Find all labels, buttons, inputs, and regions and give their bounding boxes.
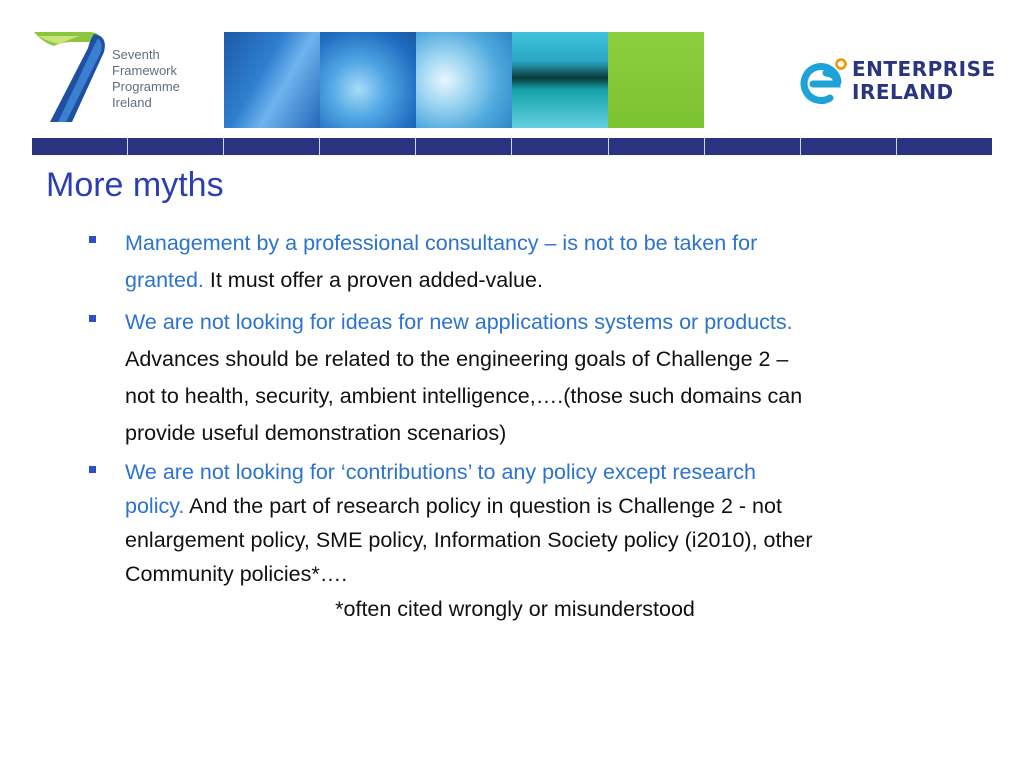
- body-text: It must offer a proven added-value.: [203, 268, 543, 292]
- banner-tile: [512, 32, 608, 128]
- square-bullet-icon: [89, 236, 96, 243]
- enterprise-ireland-line: ENTERPRISE: [852, 57, 996, 81]
- slide-header: [0, 0, 1024, 156]
- bar-segment: [609, 138, 705, 155]
- bullet-line: [125, 455, 968, 489]
- bullet-list: [88, 225, 968, 591]
- banner-tile: [608, 32, 704, 128]
- highlight-text: Management by a professional consultancy – is not to be taken for: [125, 231, 758, 255]
- bar-segment: [897, 138, 992, 155]
- bullet-line: Advances should be related to the engineering goals of Challenge 2 –: [125, 347, 789, 371]
- bar-segment: [32, 138, 128, 155]
- bullet-line: Community policies*….: [125, 562, 348, 586]
- fp7-seven-logo-icon: [32, 30, 112, 126]
- banner-tile: [224, 32, 320, 128]
- highlight-text: We are not looking for ‘contributions’ to any policy except research: [125, 460, 756, 484]
- highlight-text: granted.: [125, 268, 204, 292]
- enterprise-ireland-line: IRELAND: [852, 80, 954, 104]
- banner-tile: [320, 32, 416, 128]
- bar-segment: [416, 138, 512, 155]
- bullet-line: [125, 489, 968, 523]
- photo-banner: [224, 32, 704, 128]
- header-divider-bar: [32, 138, 992, 155]
- bar-segment: [705, 138, 801, 155]
- fp7-logo-line: Ireland: [112, 95, 152, 110]
- highlight-text: We are not looking for ideas for new applications systems or products.: [125, 310, 793, 334]
- square-bullet-icon: [89, 315, 96, 322]
- bullet-line: not to health, security, ambient intelligence,….(those such domains can: [125, 384, 803, 408]
- bullet-item: [88, 304, 968, 452]
- fp7-logo-text: [112, 47, 180, 111]
- bullet-line: [125, 262, 968, 299]
- slide-title: More myths: [46, 166, 224, 204]
- bar-segment: [224, 138, 320, 155]
- fp7-logo-line: Programme: [112, 79, 180, 94]
- bullet-line: enlargement policy, SME policy, Information Society policy (i2010), other: [125, 528, 813, 552]
- bullet-line: provide useful demonstration scenarios): [125, 421, 507, 445]
- square-bullet-icon: [89, 466, 96, 473]
- enterprise-ireland-wordmark: [852, 58, 996, 104]
- body-text: And the part of research policy in question is Challenge 2 - not: [184, 494, 782, 518]
- highlight-text: policy.: [125, 494, 185, 518]
- bar-segment: [128, 138, 224, 155]
- fp7-logo-line: Seventh: [112, 47, 160, 62]
- banner-tile: [416, 32, 512, 128]
- bar-segment: [512, 138, 608, 155]
- bullet-line: [125, 225, 968, 262]
- bullet-item: [88, 225, 968, 299]
- bullet-item: [88, 455, 968, 591]
- bar-segment: [801, 138, 897, 155]
- bar-segment: [320, 138, 416, 155]
- fp7-logo-line: Framework: [112, 63, 178, 78]
- footnote: *often cited wrongly or misunderstood: [335, 597, 695, 621]
- bullet-line: [125, 304, 968, 341]
